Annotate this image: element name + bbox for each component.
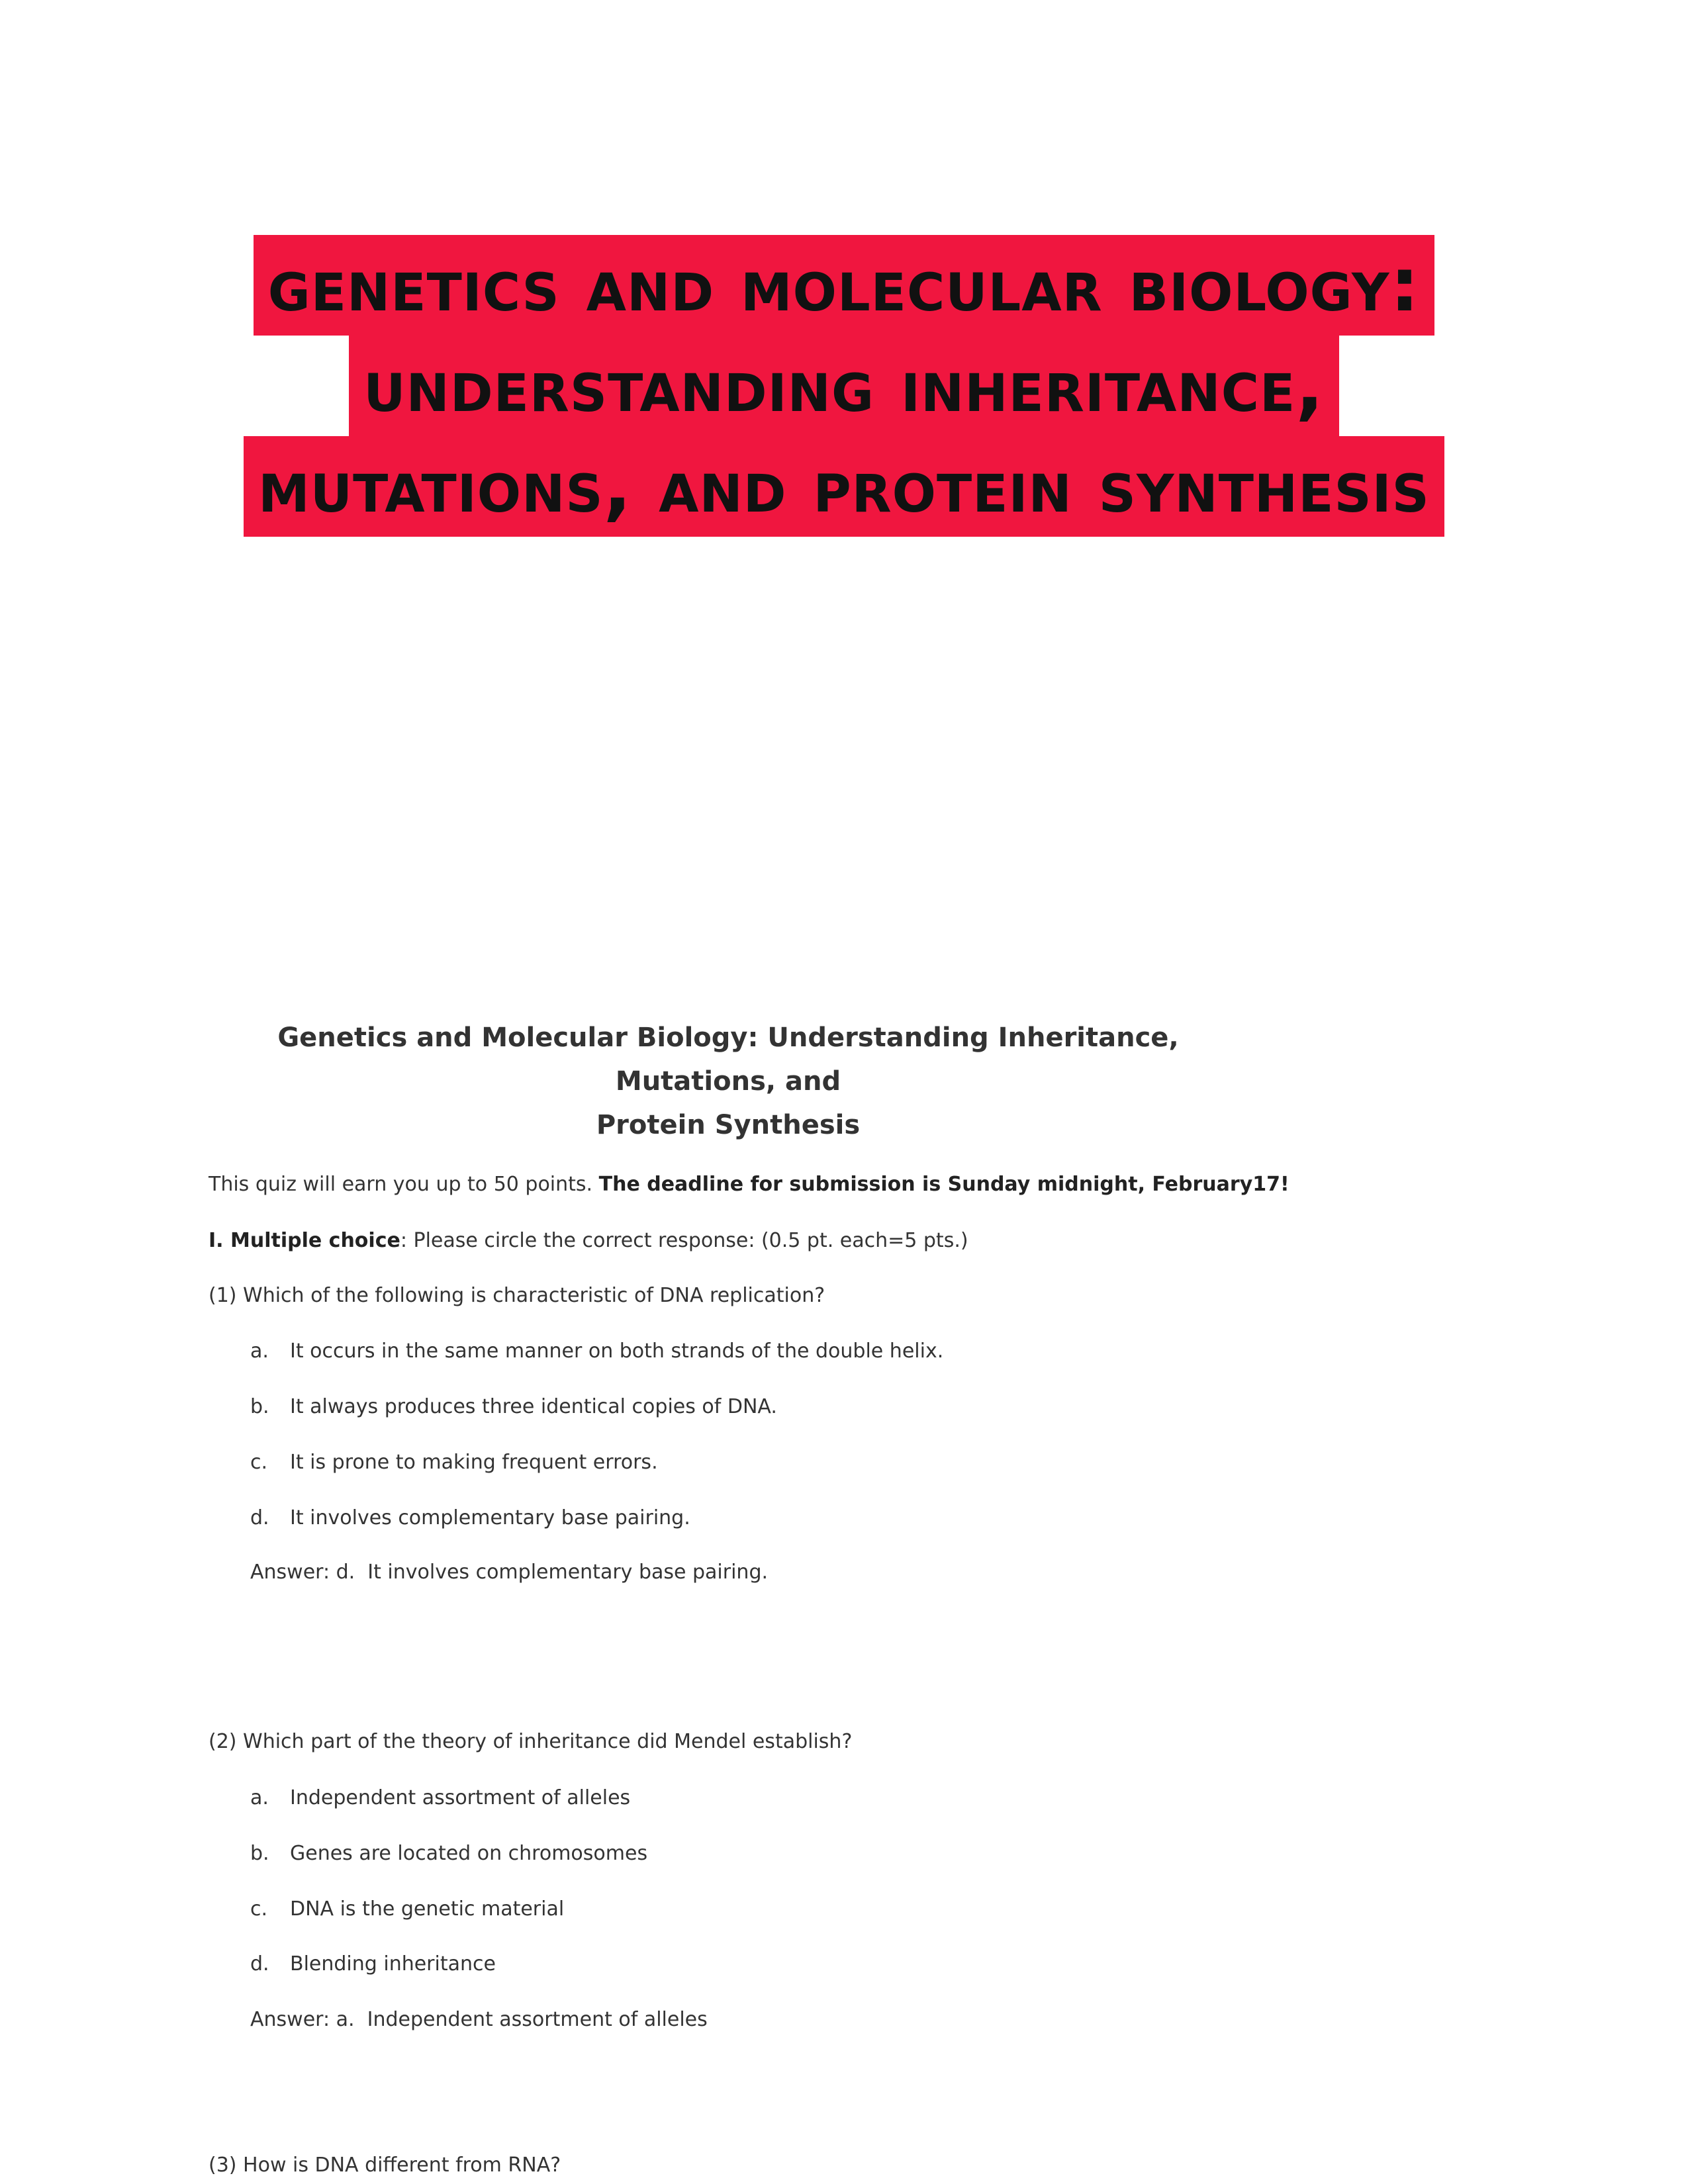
banner-line-2: understanding inheritance, — [349, 336, 1339, 436]
deadline-text: The deadline for submission is Sunday midnight, February17! — [598, 1173, 1289, 1196]
option-text: It occurs in the same manner on both strands of the double helix. — [290, 1340, 944, 1363]
question-1-option-d — [250, 1505, 690, 1531]
option-text: It involves complementary base pairing. — [290, 1506, 690, 1529]
question-2-option-d — [250, 1951, 496, 1978]
question-1-option-b — [250, 1394, 777, 1420]
option-text: It always produces three identical copies of DNA. — [290, 1395, 777, 1418]
question-1-prompt: (1) Which of the following is characteristic of DNA replication? — [209, 1284, 825, 1307]
document-title-line-1: Genetics and Molecular Biology: Understanding Inheritance, Mutations, and — [277, 1023, 1179, 1097]
section-instructions: : Please circle the correct response: (0.5 pt. each=5 pts.) — [400, 1229, 968, 1252]
question-2-option-a — [250, 1785, 630, 1811]
section-heading — [209, 1228, 968, 1254]
option-letter: d. — [250, 1952, 269, 1976]
option-text: DNA is the genetic material — [290, 1897, 565, 1921]
banner-line-3: mutations, and protein synthesis — [244, 436, 1444, 537]
question-3-prompt: (3) How is DNA different from RNA? — [209, 2154, 561, 2177]
question-2-option-b — [250, 1841, 647, 1867]
intro-line — [209, 1171, 1289, 1198]
option-text: It is prone to making frequent errors. — [290, 1451, 658, 1474]
banner-line-1: genetics and molecular biology: — [254, 235, 1435, 336]
section-label: I. Multiple choice — [209, 1229, 400, 1252]
option-letter: b. — [250, 1395, 269, 1418]
option-letter: d. — [250, 1506, 269, 1529]
option-letter: a. — [250, 1340, 269, 1363]
document-title — [218, 1016, 1238, 1147]
option-letter: b. — [250, 1842, 269, 1865]
option-letter: c. — [250, 1897, 268, 1921]
document-title-line-2: Protein Synthesis — [596, 1110, 861, 1140]
option-text: Genes are located on chromosomes — [290, 1842, 648, 1865]
option-letter: c. — [250, 1451, 268, 1474]
question-2-prompt: (2) Which part of the theory of inheritance did Mendel establish? — [209, 1730, 853, 1753]
option-text: Independent assortment of alleles — [290, 1786, 631, 1809]
option-text: Blending inheritance — [290, 1952, 496, 1976]
question-2-answer: Answer: a. Independent assortment of alleles — [250, 2008, 708, 2031]
question-2-option-c — [250, 1896, 564, 1923]
question-1-option-a — [250, 1338, 943, 1365]
question-1-answer: Answer: d. It involves complementary base pairing. — [250, 1561, 769, 1584]
question-1-option-c — [250, 1449, 658, 1476]
option-letter: a. — [250, 1786, 269, 1809]
intro-text: This quiz will earn you up to 50 points. — [209, 1173, 599, 1196]
